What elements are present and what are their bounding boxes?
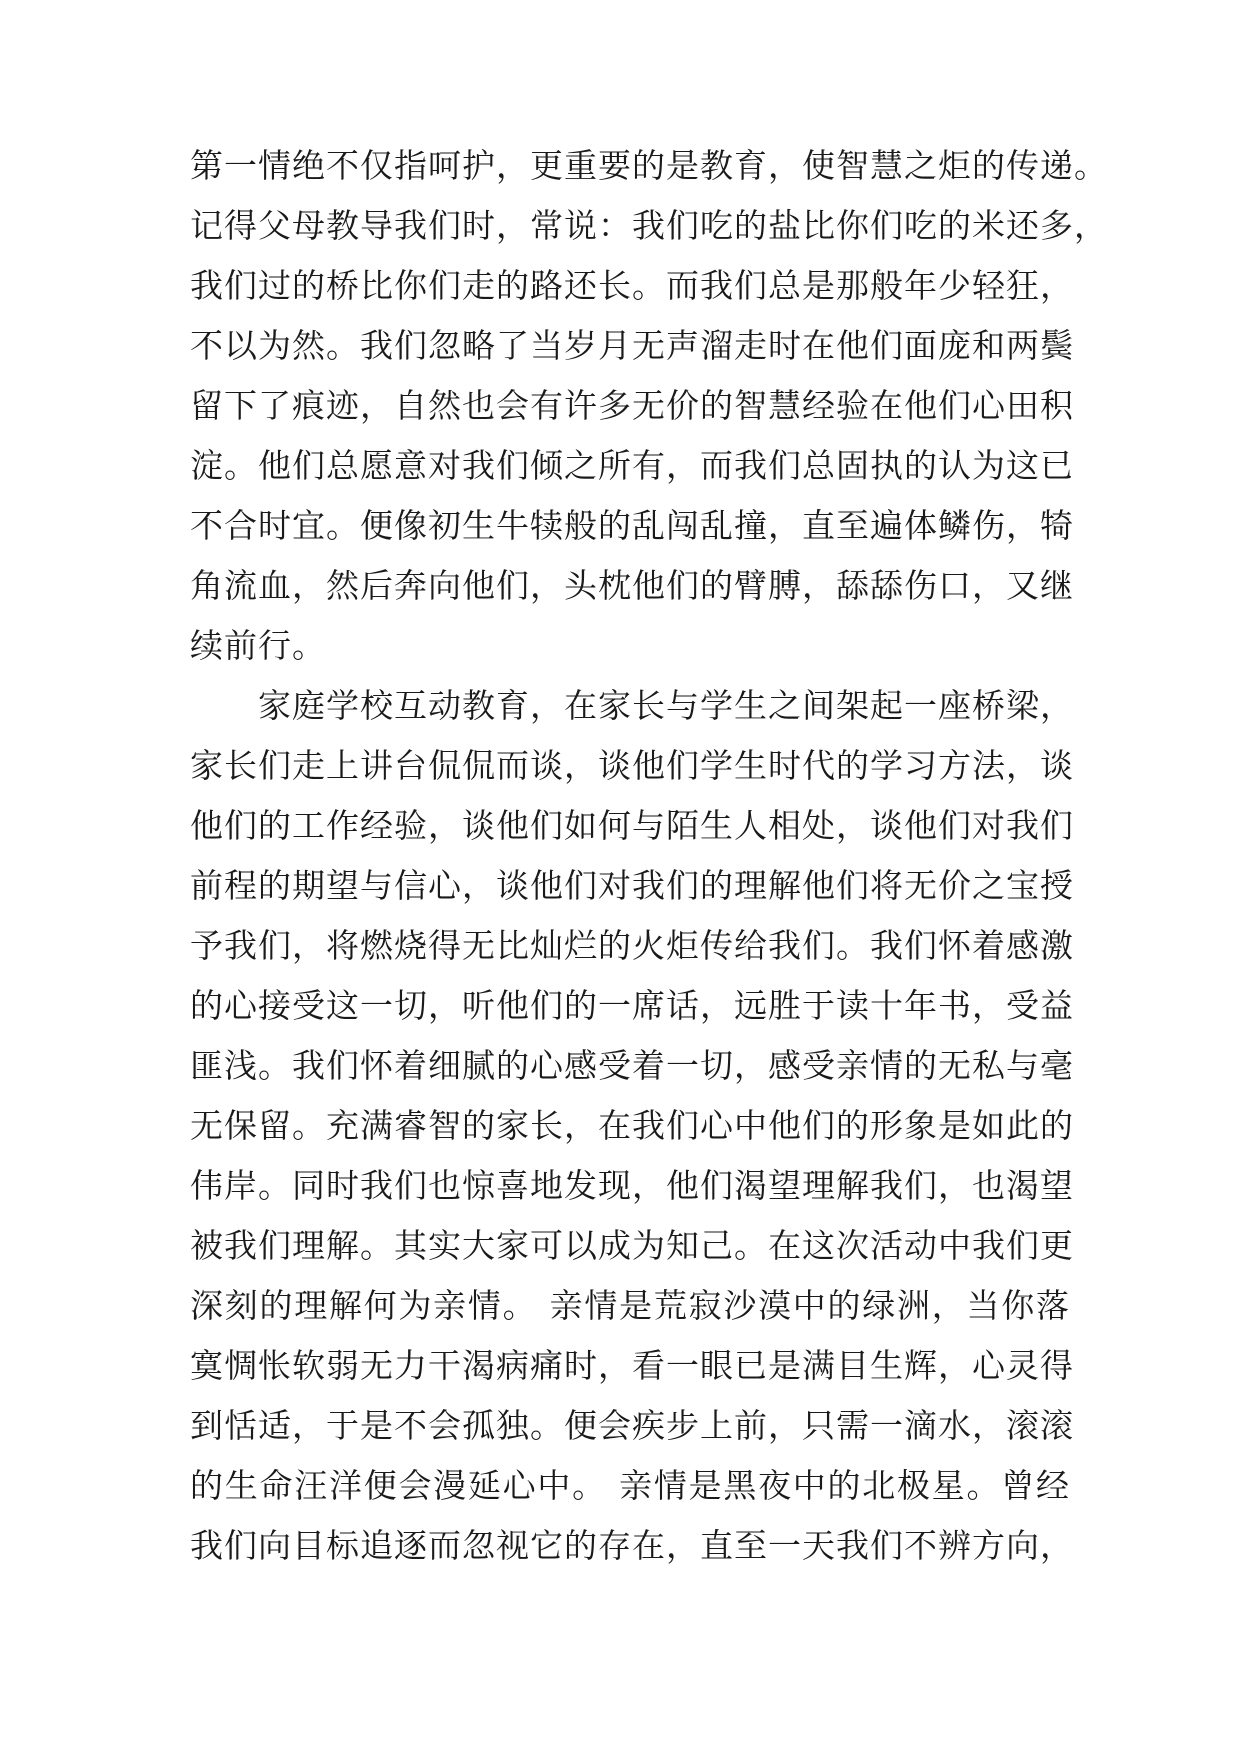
text-line: 到恬适，于是不会孤独。便会疾步上前，只需一滴水，滚滚 <box>190 1406 1074 1445</box>
text-line: 我们向目标追逐而忽视它的存在，直至一天我们不辨方向， <box>190 1526 1074 1565</box>
text-line: 前程的期望与信心，谈他们对我们的理解他们将无价之宝授 <box>190 866 1074 905</box>
text-line: 续前行。 <box>190 626 326 665</box>
text-line: 家庭学校互动教育，在家长与学生之间架起一座桥梁， <box>258 686 1074 725</box>
text-line: 第一情绝不仅指呵护，更重要的是教育，使智慧之炬的传递。 <box>190 146 1108 185</box>
text-line: 伟岸。同时我们也惊喜地发现，他们渴望理解我们，也渴望 <box>190 1166 1074 1205</box>
text-line: 深刻的理解何为亲情。 亲情是荒寂沙漠中的绿洲，当你落 <box>190 1286 1070 1325</box>
text-line: 不合时宜。便像初生牛犊般的乱闯乱撞，直至遍体鳞伤，犄 <box>190 506 1074 545</box>
text-line: 寞惆怅软弱无力干渴病痛时，看一眼已是满目生辉，心灵得 <box>190 1346 1074 1385</box>
paragraph-1 <box>190 136 1108 676</box>
text-line: 无保留。充满睿智的家长，在我们心中他们的形象是如此的 <box>190 1106 1074 1145</box>
text-line: 予我们，将燃烧得无比灿烂的火炬传给我们。我们怀着感激 <box>190 926 1074 965</box>
text-line: 匪浅。我们怀着细腻的心感受着一切，感受亲情的无私与毫 <box>190 1046 1074 1085</box>
text-line: 家长们走上讲台侃侃而谈，谈他们学生时代的学习方法，谈 <box>190 746 1074 785</box>
paragraph-2 <box>190 676 1074 1576</box>
text-line: 被我们理解。其实大家可以成为知己。在这次活动中我们更 <box>190 1226 1074 1265</box>
text-line: 淀。他们总愿意对我们倾之所有，而我们总固执的认为这已 <box>190 446 1074 485</box>
body-text <box>190 136 1108 1576</box>
text-line: 不以为然。我们忽略了当岁月无声溜走时在他们面庞和两鬓 <box>190 326 1074 365</box>
text-line: 留下了痕迹，自然也会有许多无价的智慧经验在他们心田积 <box>190 386 1074 425</box>
text-line: 我们过的桥比你们走的路还长。而我们总是那般年少轻狂， <box>190 266 1074 305</box>
text-line: 的生命汪洋便会漫延心中。 亲情是黑夜中的北极星。曾经 <box>190 1466 1070 1505</box>
text-line: 他们的工作经验，谈他们如何与陌生人相处，谈他们对我们 <box>190 806 1074 845</box>
text-line: 角流血，然后奔向他们，头枕他们的臂膊，舔舔伤口，又继 <box>190 566 1074 605</box>
text-line: 的心接受这一切，听他们的一席话，远胜于读十年书，受益 <box>190 986 1074 1025</box>
text-line: 记得父母教导我们时，常说：我们吃的盐比你们吃的米还多， <box>190 206 1108 245</box>
